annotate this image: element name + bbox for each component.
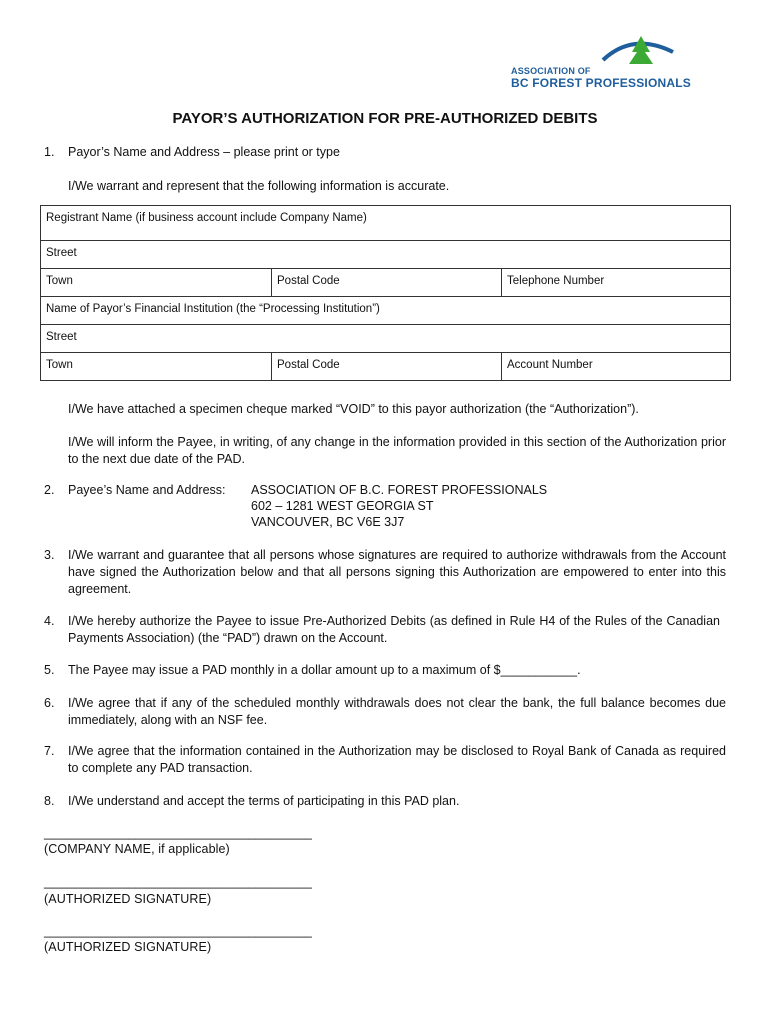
abcfp-logo bbox=[508, 30, 691, 90]
signature-label-1: (AUTHORIZED SIGNATURE) bbox=[44, 892, 212, 906]
town-field-2[interactable]: Town bbox=[41, 353, 272, 381]
postal-code-field-1[interactable]: Postal Code bbox=[272, 269, 502, 297]
section-4-number: 4. bbox=[44, 614, 55, 628]
logo-line-1: ASSOCIATION OF bbox=[511, 66, 591, 76]
company-name-label: (COMPANY NAME, if applicable) bbox=[44, 842, 230, 856]
telephone-field[interactable]: Telephone Number bbox=[502, 269, 731, 297]
payee-label: Payee’s Name and Address: bbox=[68, 483, 226, 497]
payor-info-table bbox=[40, 205, 731, 381]
payee-address-street: 602 – 1281 WEST GEORGIA ST bbox=[251, 499, 434, 513]
section-5-text: The Payee may issue a PAD monthly in a dollar amount up to a maximum of $___________. bbox=[68, 663, 581, 677]
page-title: PAYOR’S AUTHORIZATION FOR PRE-AUTHORIZED DEBITS bbox=[172, 110, 598, 127]
section-1-heading: Payor’s Name and Address – please print or type bbox=[68, 145, 340, 159]
section-7-number: 7. bbox=[44, 744, 55, 758]
section-8-number: 8. bbox=[44, 794, 55, 808]
section-1-number: 1. bbox=[44, 145, 55, 159]
section-4-text: I/We hereby authorize the Payee to issue Pre-Authorized Debits (as defined in Rule H4 of the Rules of the Canadian Payments Association) (the “PAD”) drawn on the Account. bbox=[68, 614, 720, 645]
section-7-text: I/We agree that the information contained in the Authorization may be disclosed to Royal Bank of Canada as required to complete any PAD transaction. bbox=[68, 744, 726, 775]
signature-line-2[interactable]: ______________________________________ bbox=[44, 924, 312, 938]
payee-address-city: VANCOUVER, BC V6E 3J7 bbox=[251, 515, 405, 529]
institution-name-field[interactable]: Name of Payor’s Financial Institution (the “Processing Institution”) bbox=[41, 297, 731, 325]
street-field-1[interactable]: Street bbox=[41, 241, 731, 269]
signature-line-1[interactable]: ______________________________________ bbox=[44, 875, 312, 889]
street-field-2[interactable]: Street bbox=[41, 325, 731, 353]
inform-payee-statement: I/We will inform the Payee, in writing, of any change in the information provided in this section of the Authorization prior to the next due date of the PAD. bbox=[68, 435, 726, 466]
registrant-name-field[interactable]: Registrant Name (if business account include Company Name) bbox=[41, 206, 731, 241]
postal-code-field-2[interactable]: Postal Code bbox=[272, 353, 502, 381]
section-2-number: 2. bbox=[44, 483, 55, 497]
section-8-text: I/We understand and accept the terms of participating in this PAD plan. bbox=[68, 794, 460, 808]
section-5-number: 5. bbox=[44, 663, 55, 677]
company-name-line[interactable]: ______________________________________ bbox=[44, 826, 312, 840]
section-3-number: 3. bbox=[44, 548, 55, 562]
signature-label-2: (AUTHORIZED SIGNATURE) bbox=[44, 940, 212, 954]
warrant-statement: I/We warrant and represent that the following information is accurate. bbox=[68, 179, 450, 193]
logo-line-2: BC FOREST PROFESSIONALS bbox=[511, 76, 691, 90]
payee-name: ASSOCIATION OF B.C. FOREST PROFESSIONALS bbox=[251, 483, 548, 497]
section-6-text: I/We agree that if any of the scheduled monthly withdrawals does not clear the bank, the full balance becomes due immediately, along with an NSF fee. bbox=[68, 696, 726, 727]
forest-logo-icon bbox=[508, 30, 678, 68]
town-field-1[interactable]: Town bbox=[41, 269, 272, 297]
section-3-text: I/We warrant and guarantee that all persons whose signatures are required to authorize withdrawals from the Account have signed the Authorization below and that all persons signing this Authorization are empowered to enter into this agreement. bbox=[68, 548, 726, 596]
section-6-number: 6. bbox=[44, 696, 55, 710]
void-cheque-statement: I/We have attached a specimen cheque marked “VOID” to this payor authorization (the “Authorization”). bbox=[68, 402, 639, 416]
account-number-field[interactable]: Account Number bbox=[502, 353, 731, 381]
